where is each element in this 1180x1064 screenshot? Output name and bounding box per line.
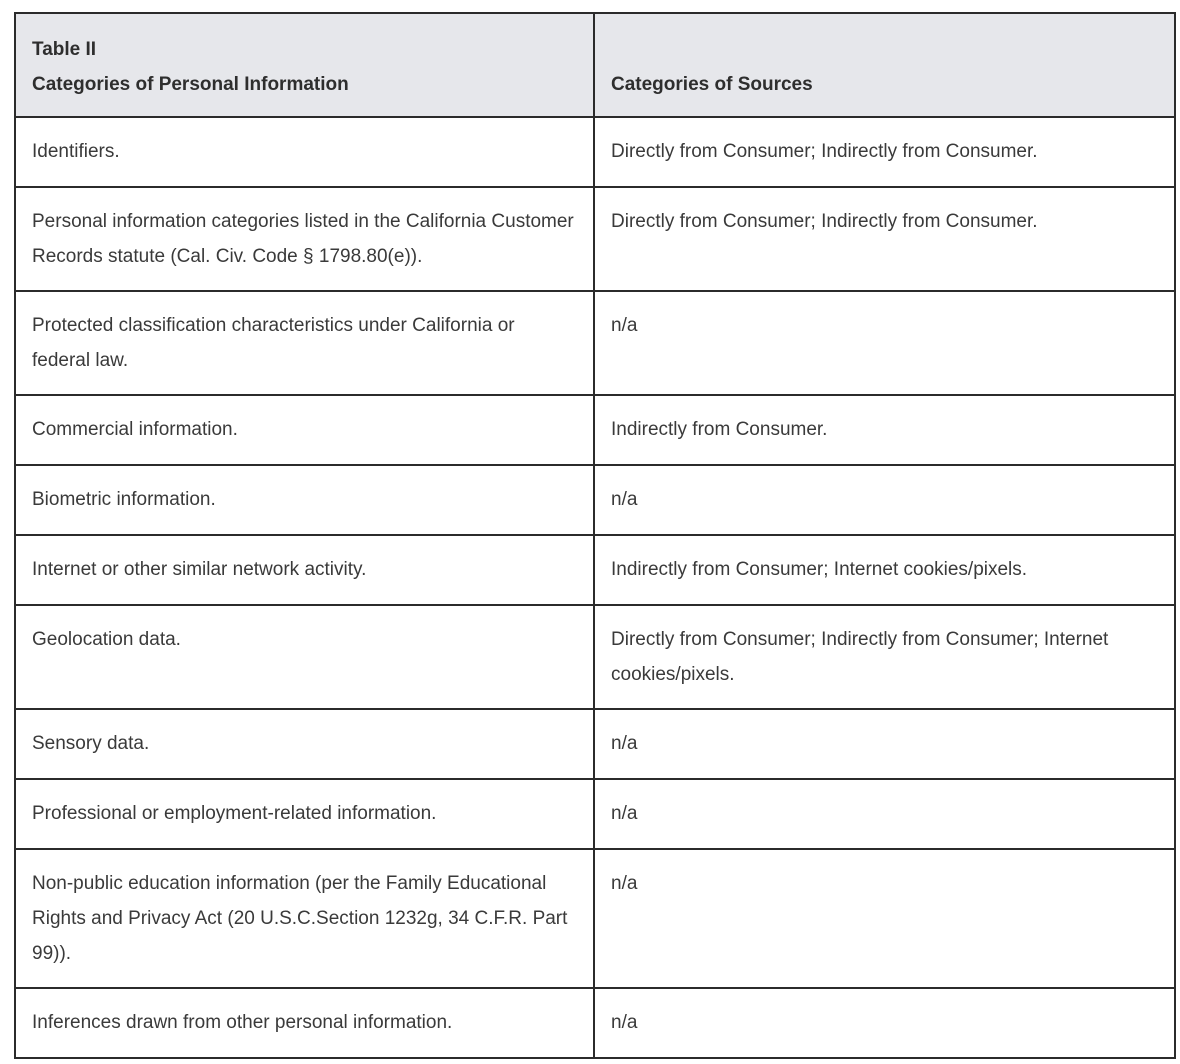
cell-source: n/a [594,291,1175,395]
header-row [15,13,1175,117]
cell-personal-information: Sensory data. [15,709,594,779]
cell-personal-information: Identifiers. [15,117,594,187]
cell-source: n/a [594,988,1175,1058]
table-row [15,117,1175,187]
cell-personal-information: Geolocation data. [15,605,594,709]
cell-source: Indirectly from Consumer; Internet cookies/pixels. [594,535,1175,605]
cell-personal-information: Protected classification characteristics under California or federal law. [15,291,594,395]
cell-personal-information: Professional or employment-related information. [15,779,594,849]
cell-source: Directly from Consumer; Indirectly from Consumer; Internet cookies/pixels. [594,605,1175,709]
cell-personal-information: Personal information categories listed in the California Customer Records statute (Cal. Civ. Code § 1798.80(e)). [15,187,594,291]
cell-source: n/a [594,849,1175,988]
column-header-sources: Categories of Sources [611,74,813,95]
header-cell-categories-of-sources [594,13,1175,117]
table-row [15,605,1175,709]
cell-personal-information: Internet or other similar network activity. [15,535,594,605]
table-row [15,395,1175,465]
cell-source: n/a [594,779,1175,849]
cell-personal-information: Commercial information. [15,395,594,465]
personal-information-table-container [14,12,1174,1059]
table-row [15,535,1175,605]
personal-information-table [14,12,1176,1059]
table-row [15,849,1175,988]
table-row [15,988,1175,1058]
cell-personal-information: Biometric information. [15,465,594,535]
cell-source: Directly from Consumer; Indirectly from Consumer. [594,117,1175,187]
table-body [15,117,1175,1058]
table-header [15,13,1175,117]
table-row [15,709,1175,779]
table-row [15,465,1175,535]
cell-personal-information: Inferences drawn from other personal information. [15,988,594,1058]
cell-source: n/a [594,465,1175,535]
header-cell-categories-personal-information [15,13,594,117]
cell-source: Directly from Consumer; Indirectly from Consumer. [594,187,1175,291]
header-spacer [611,32,1158,67]
cell-source: Indirectly from Consumer. [594,395,1175,465]
table-row [15,187,1175,291]
column-header-personal-information: Categories of Personal Information [32,74,349,95]
table-row [15,291,1175,395]
cell-source: n/a [594,709,1175,779]
cell-personal-information: Non-public education information (per the Family Educational Rights and Privacy Act (20 U.S.C.Section 1232g, 34 C.F.R. Part 99)). [15,849,594,988]
table-row [15,779,1175,849]
table-caption: Table II [32,39,97,60]
